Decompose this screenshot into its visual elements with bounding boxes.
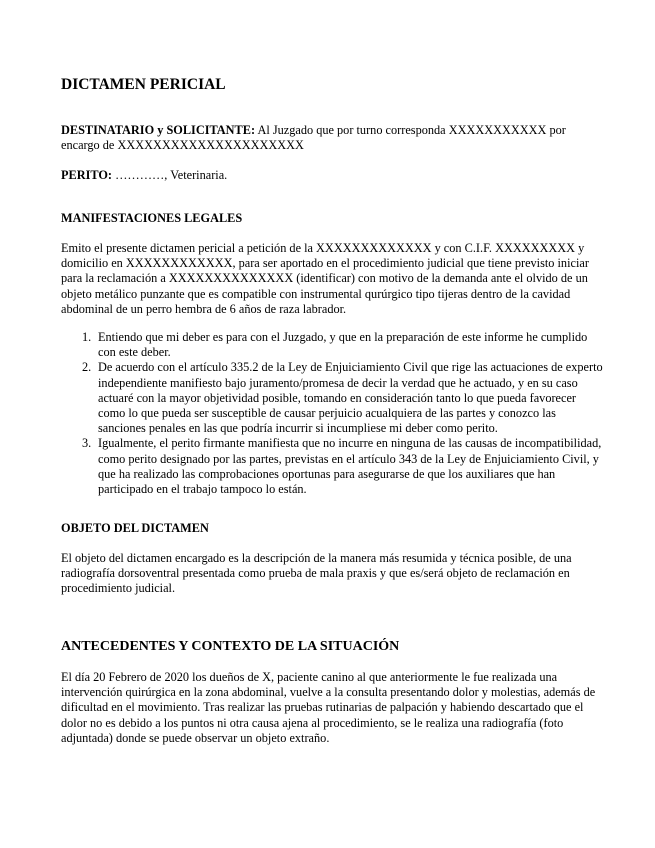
list-item-number: 3. xyxy=(82,436,92,451)
recipient-text: Al Juzgado que por turno corresponda XXXXXXXXXXX por encargo de XXXXXXXXXXXXXXXXXXXXX xyxy=(61,123,566,153)
list-item xyxy=(61,360,606,436)
expert-label: PERITO: xyxy=(61,168,113,182)
list-item xyxy=(61,436,606,497)
list-item-number: 1. xyxy=(82,330,92,344)
list-item-number: 2. xyxy=(82,360,92,375)
legal-intro: Emito el presente dictamen pericial a petición de la XXXXXXXXXXXXX y con C.I.F. XXXXXXXXX y domicilio en XXXXXXXXXXXX, para ser aportado en el procedimiento judicial que tiene previsto iniciar para la reclamación a XXXXXXXXXXXXXX (identificar) con motivo de la demanda ante el olvido de un objeto metálico punzante que es compatible con instrumental qurúrgico tipo tijeras dentro de la cavidad abdominal de un perro hembra de 6 años de raza labrador. xyxy=(61,241,589,316)
expert-paragraph xyxy=(61,168,601,183)
object-text: El objeto del dictamen encargado es la descripción de la manera más resumida y técnica posible, de una radiografía dorsoventral presentada como prueba de mala praxis y que es/será objeto de reclamación en procedimiento judicial. xyxy=(61,551,572,596)
list-item-text: Entiendo que mi deber es para con el Juzgado, y que en la preparación de este informe he cumplido con este deber. xyxy=(98,330,588,360)
background-text: El día 20 Febrero de 2020 los dueños de X, paciente canino al que anteriormente le fue realizada una intervención quirúrgica en la zona abdominal, vuelve a la consulta presentando dolor y molestias, además de dificultad en el movimiento. Tras realizar las pruebas rutinarias de palpación y habiendo descartado que el dolor no es debido a los puntos ni otra causa ajena al procedimiento, se le realiza una radiografía (foto adjuntada) donde se puede observar un objeto extraño. xyxy=(61,670,596,745)
recipient-paragraph xyxy=(61,123,601,153)
object-heading: OBJETO DEL DICTAMEN xyxy=(61,521,209,535)
legal-statements-list xyxy=(61,330,606,497)
recipient-label: DESTINATARIO y SOLICITANTE: xyxy=(61,123,256,137)
expert-text: …………, Veterinaria. xyxy=(115,168,228,182)
legal-heading: MANIFESTACIONES LEGALES xyxy=(61,211,243,225)
document-title: DICTAMEN PERICIAL xyxy=(61,76,226,93)
list-item-text: De acuerdo con el artículo 335.2 de la Ley de Enjuiciamiento Civil que rige las actuaciones de experto independiente manifiesto bajo juramento/promesa de decir la verdad que he actuado, y en su caso actuaré con la mayor objetividad posible, tomando en consideración tanto lo que pueda favorecer como lo que pueda ser susceptible de causar perjuicio acualquiera de las partes y conozco las sanciones penales en las que podría incurrir si incumpliese mi deber como perito. xyxy=(98,360,603,436)
background-heading: ANTECEDENTES Y CONTEXTO DE LA SITUACIÓN xyxy=(61,639,400,654)
list-item xyxy=(61,330,606,360)
list-item-text: Igualmente, el perito firmante manifiesta que no incurre en ninguna de las causas de incompatibilidad, como perito designado por las partes, previstas en el artículo 343 de la Ley de Enjuiciamiento Civil, y que ha realizado las comprobaciones oportunas para asegurarse de que los auxiliares que han participado en el trabajo tampoco lo están. xyxy=(98,436,602,497)
